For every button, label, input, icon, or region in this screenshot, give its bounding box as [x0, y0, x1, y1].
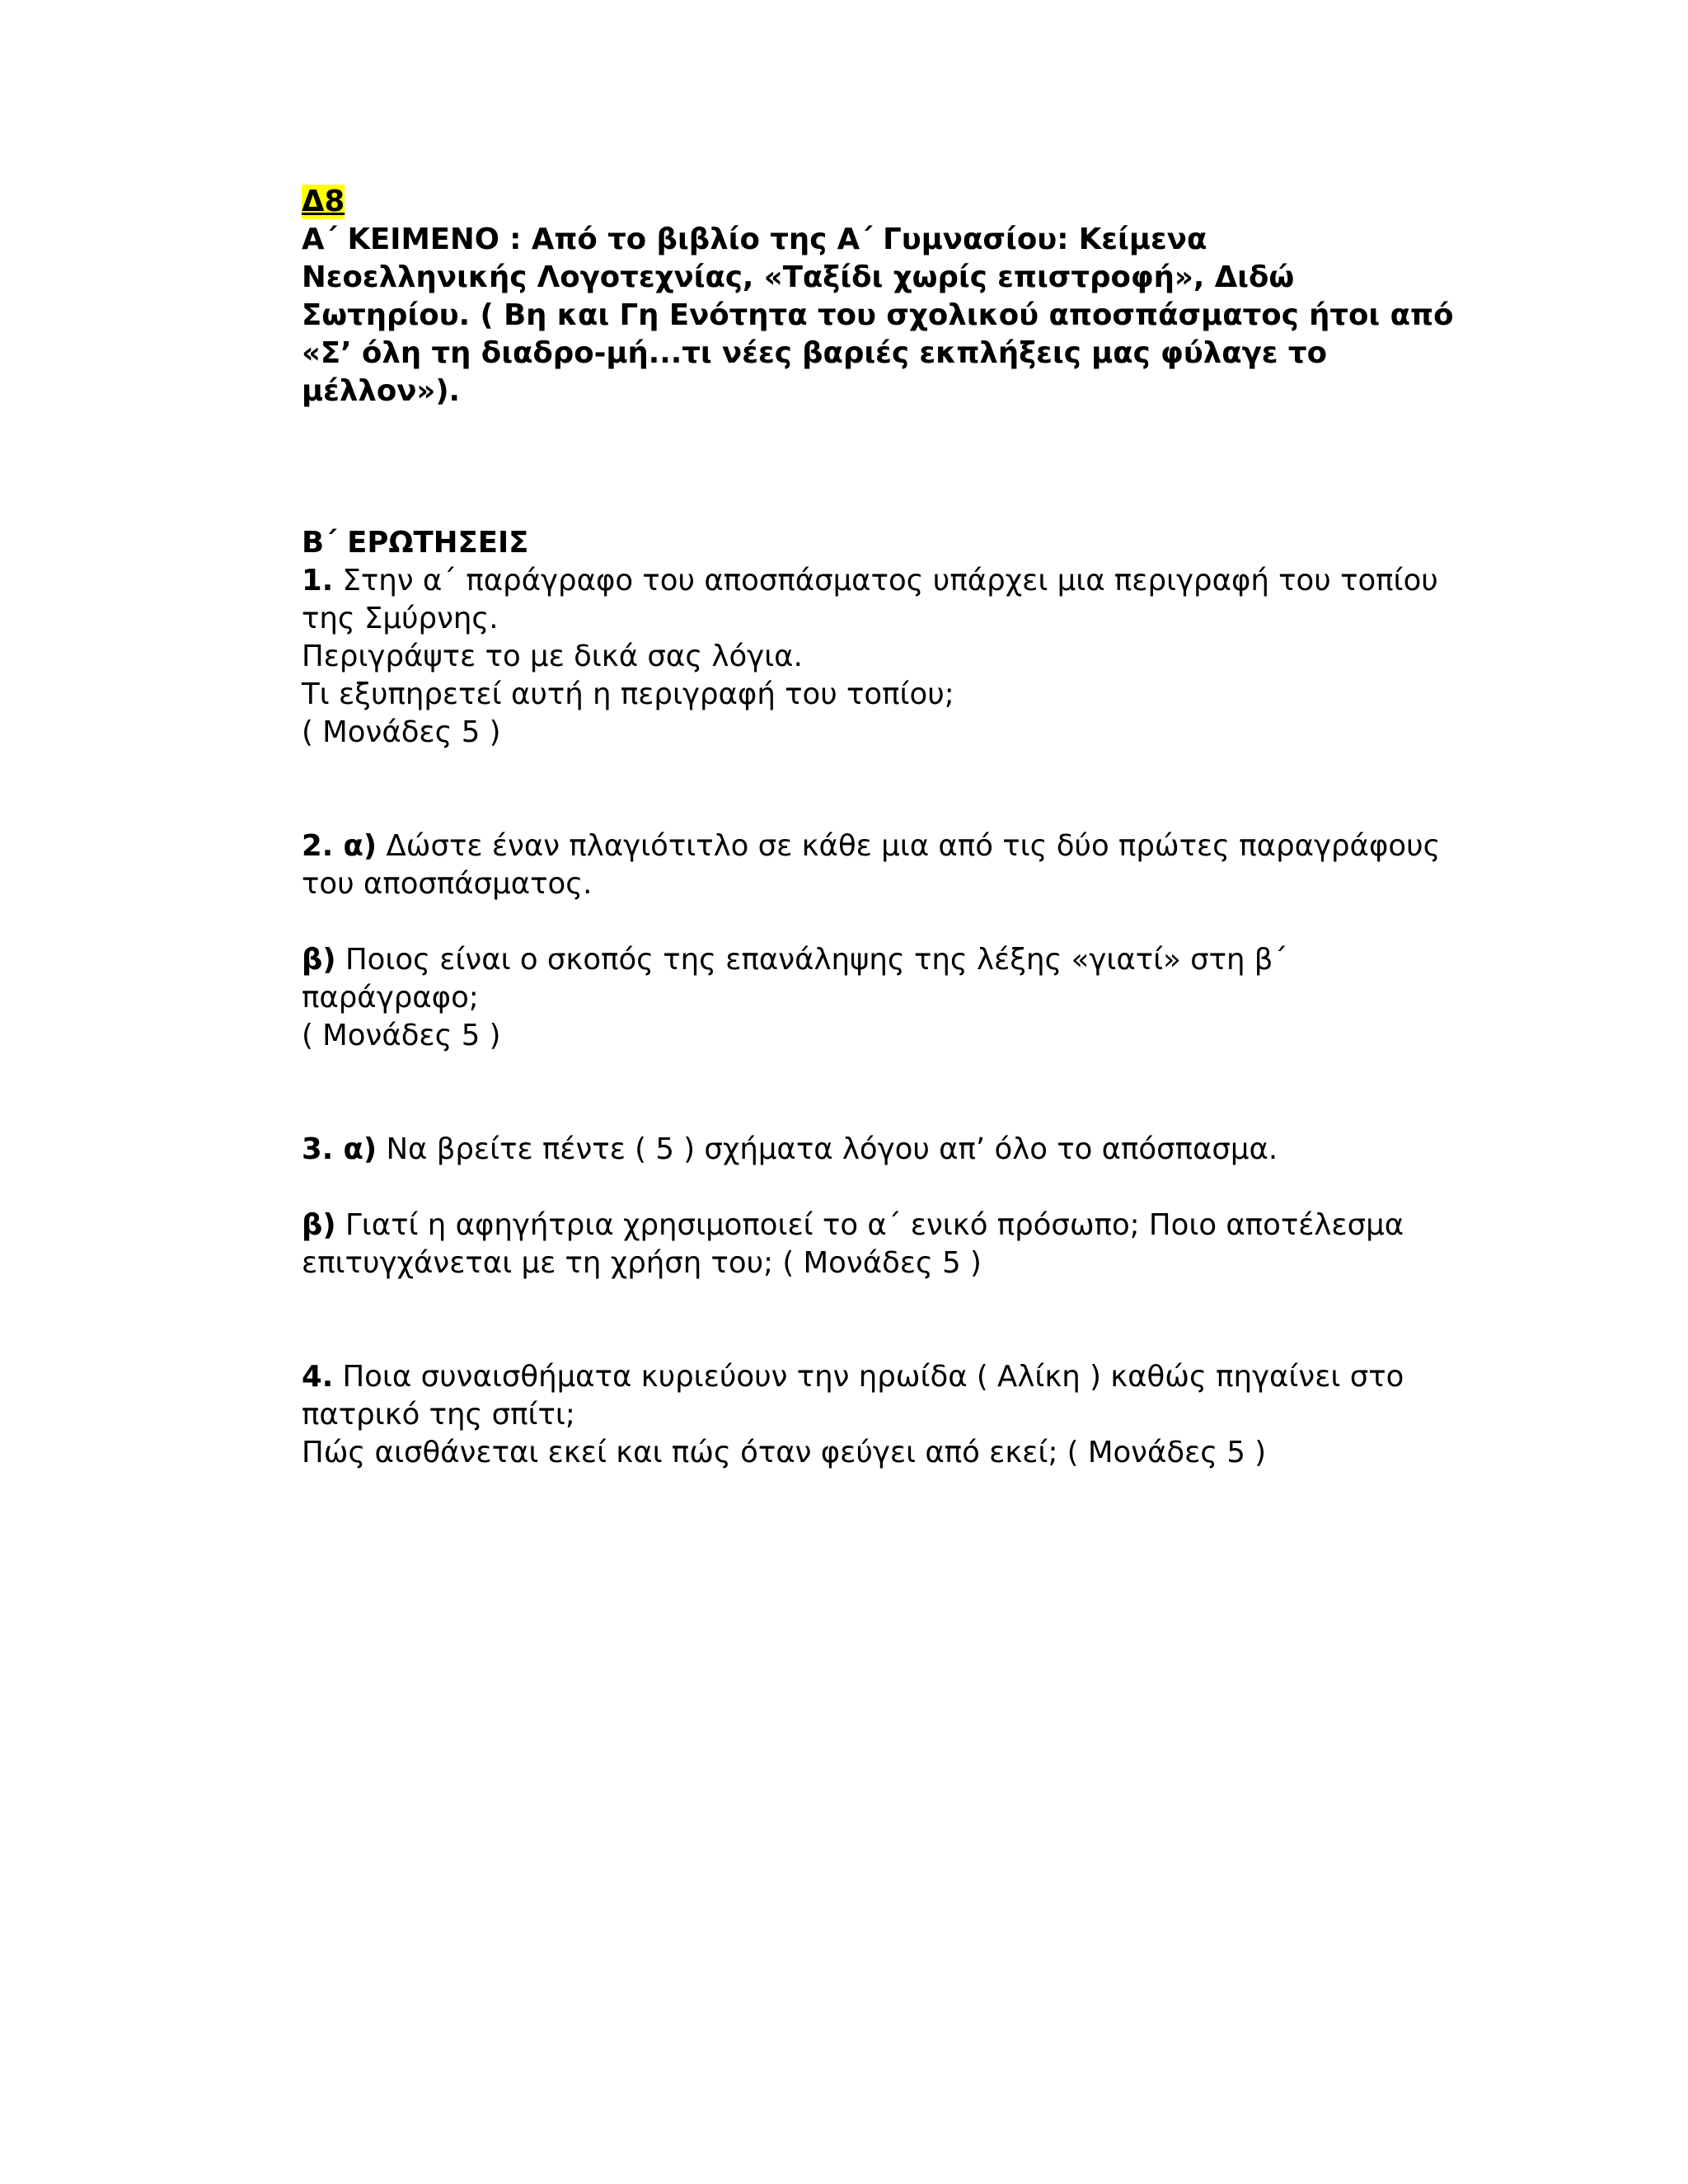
question-line: Περιγράψτε το με δικά σας λόγια.: [302, 640, 803, 673]
question-4: [302, 1358, 1439, 1472]
question-line: [302, 1207, 1439, 1244]
question-3: [302, 1131, 1439, 1282]
question-line: [302, 562, 1439, 600]
question-points: ( Μονάδες 5 ): [302, 1019, 501, 1052]
spacer: [302, 1055, 1439, 1131]
question-line: επιτυγχάνεται με τη χρήση του; ( Μονάδες 5 ): [302, 1246, 982, 1280]
question-text: Γιατί η αφηγήτρια χρησιμοποιεί το α΄ ενικό πρόσωπο; Ποιο αποτέλεσμα: [345, 1208, 1404, 1242]
question-line: παράγραφο;: [302, 981, 479, 1015]
question-line: της Σμύρνης.: [302, 602, 499, 635]
spacer: [302, 410, 1439, 524]
questions-heading: Β΄ ΕΡΩΤΗΣΕΙΣ: [302, 526, 529, 560]
question-text: Στην α΄ παράγραφο του αποσπάσματος υπάρχει μια περιγραφή του τοπίου: [342, 564, 1438, 598]
question-1: [302, 562, 1439, 752]
document-content: [302, 183, 1454, 1472]
text-heading-line: Νεοελληνικής Λογοτεχνίας, «Ταξίδι χωρίς επιστροφή», Διδώ: [302, 260, 1295, 294]
question-number: 4.: [302, 1360, 334, 1394]
spacer: [302, 1282, 1439, 1358]
question-line: [302, 941, 1439, 979]
spacer: [302, 752, 1439, 827]
question-text: Ποιος είναι ο σκοπός της επανάληψης της λέξης «γιατί» στη β΄: [345, 943, 1288, 977]
question-line: [302, 827, 1439, 865]
question-text: Δώστε έναν πλαγιότιτλο σε κάθε μια από τις δύο πρώτες παραγράφους: [386, 829, 1441, 863]
question-text: Ποια συναισθήματα κυριεύουν την ηρωίδα ( Αλίκη ) καθώς πηγαίνει στο: [342, 1360, 1404, 1394]
question-2: [302, 827, 1439, 1055]
question-points: ( Μονάδες 5 ): [302, 715, 501, 749]
question-line: [302, 1131, 1439, 1169]
question-line: [302, 1358, 1439, 1396]
question-line: πατρικό της σπίτι;: [302, 1398, 575, 1432]
question-sub-label: β): [302, 1208, 336, 1242]
question-text: Να βρείτε πέντε ( 5 ) σχήματα λόγου απ’ όλο το απόσπασμα.: [386, 1132, 1278, 1166]
question-number: 2. α): [302, 829, 377, 863]
text-heading: [302, 221, 1454, 410]
question-line: Τι εξυπηρετεί αυτή η περιγραφή του τοπίου;: [302, 677, 954, 711]
text-heading-line: Σωτηρίου. ( Βη και Γη Ενότητα του σχολικού αποσπάσματος ήτοι από: [302, 298, 1454, 332]
question-number: 1.: [302, 564, 334, 598]
question-number: 3. α): [302, 1132, 377, 1166]
spacer: [302, 1169, 1439, 1207]
document-code: Δ8: [302, 185, 345, 218]
text-heading-line: μέλλον»).: [302, 374, 461, 408]
question-line: του αποσπάσματος.: [302, 867, 593, 901]
spacer: [302, 903, 1439, 941]
text-heading-line: «Σ’ όλη τη διαδρο-μή...τι νέες βαριές εκπλήξεις μας φύλαγε το: [302, 336, 1327, 370]
question-line: Πώς αισθάνεται εκεί και πώς όταν φεύγει από εκεί; ( Μονάδες 5 ): [302, 1436, 1267, 1469]
question-sub-label: β): [302, 943, 336, 977]
text-heading-line: Α΄ ΚΕΙΜΕΝΟ : Από το βιβλίο της Α΄ Γυμνασίου: Κείμενα: [302, 223, 1207, 256]
